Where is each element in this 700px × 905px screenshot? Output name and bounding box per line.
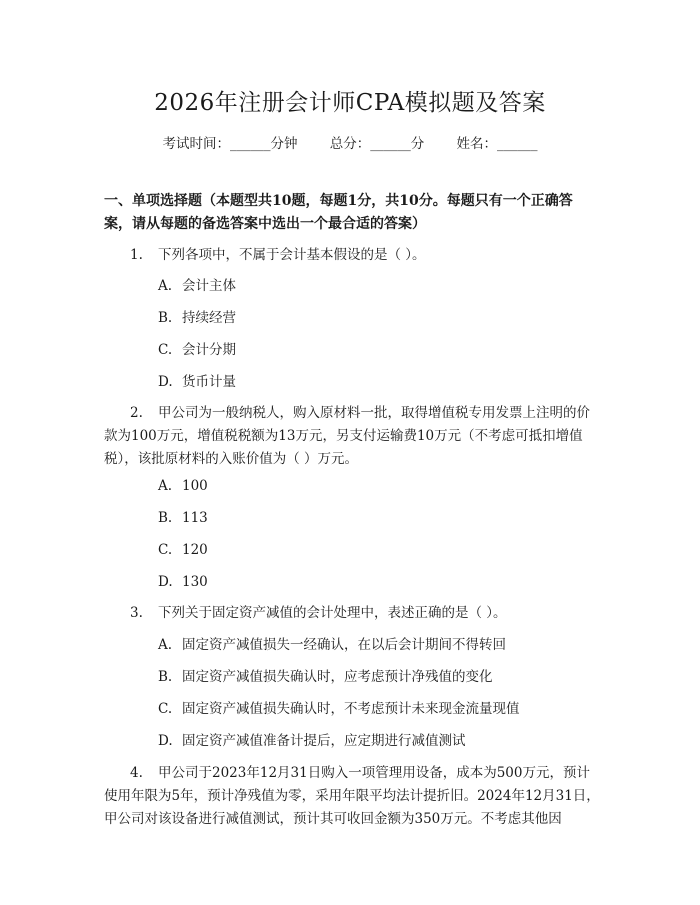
option-letter: B. xyxy=(158,310,173,326)
option-letter: A. xyxy=(158,278,173,294)
option-text: 固定资产减值损失确认时，不考虑预计未来现金流量现值 xyxy=(182,701,520,717)
question-stem: 下列各项中，不属于会计基本假设的是（ ）。 xyxy=(158,247,426,263)
exam-meta xyxy=(0,132,700,152)
question-1 xyxy=(104,244,600,267)
question-3 xyxy=(104,602,600,625)
option xyxy=(158,508,208,528)
option-text: 固定资产减值准备计提后，应定期进行减值测试 xyxy=(182,733,466,749)
question-2 xyxy=(104,402,600,471)
option-text: 120 xyxy=(182,542,208,558)
document-title: 2026年注册会计师CPA模拟题及答案 xyxy=(154,90,546,116)
name-label: 姓名：______ xyxy=(456,136,538,152)
option-letter: C. xyxy=(158,701,173,717)
option-text: 固定资产减值损失确认时，应考虑预计净残值的变化 xyxy=(182,669,493,685)
option xyxy=(158,667,493,687)
option-text: 113 xyxy=(182,510,208,526)
option-text: 会计主体 xyxy=(182,278,236,294)
question-number: 1. xyxy=(130,247,143,263)
option xyxy=(158,540,208,560)
question-number: 3. xyxy=(130,605,143,621)
option xyxy=(158,276,236,296)
option-letter: A. xyxy=(158,637,173,653)
option xyxy=(158,635,506,655)
option xyxy=(158,340,236,360)
option-text: 持续经营 xyxy=(182,310,236,326)
question-number: 2. xyxy=(130,405,143,421)
exam-time-label: 考试时间：______分钟 xyxy=(162,136,298,152)
question-number: 4. xyxy=(130,765,143,781)
section-heading: 一、单项选择题（本题型共10题，每题1分，共10分。每题只有一个正确答案，请从每题的备选答案中选出一个最合适的答案） xyxy=(104,193,573,232)
option-letter: D. xyxy=(158,374,173,390)
option xyxy=(158,572,208,592)
question-stem: 甲公司为一般纳税人，购入原材料一批，取得增值税专用发票上注明的价款为100万元，增值税税额为13万元，另支付运输费10万元（不考虑可抵扣增值税），该批原材料的入账价值为（ ）万元。 xyxy=(104,405,590,467)
option-text: 固定资产减值损失一经确认，在以后会计期间不得转回 xyxy=(182,637,506,653)
option xyxy=(158,372,236,392)
option-letter: A. xyxy=(158,478,173,494)
option-text: 130 xyxy=(182,574,208,590)
option xyxy=(158,731,466,751)
option-letter: C. xyxy=(158,342,173,358)
option xyxy=(158,699,520,719)
option-letter: B. xyxy=(158,669,173,685)
option xyxy=(158,476,208,496)
option-letter: D. xyxy=(158,574,173,590)
option-letter: B. xyxy=(158,510,173,526)
question-stem: 下列关于固定资产减值的会计处理中，表述正确的是（ ）。 xyxy=(158,605,507,621)
option-text: 100 xyxy=(182,478,208,494)
question-stem: 甲公司于2023年12月31日购入一项管理用设备，成本为500万元，预计使用年限为5年，预计净残值为零，采用年限平均法计提折旧。2024年12月31日，甲公司对该设备进行减值测试，预计其可收回金额为350万元。不考虑其他因 xyxy=(104,765,600,827)
option-text: 货币计量 xyxy=(182,374,236,390)
option xyxy=(158,308,236,328)
total-score-label: 总分：______分 xyxy=(329,136,425,152)
option-letter: D. xyxy=(158,733,173,749)
option-letter: C. xyxy=(158,542,173,558)
option-text: 会计分期 xyxy=(182,342,236,358)
question-4 xyxy=(104,762,600,831)
